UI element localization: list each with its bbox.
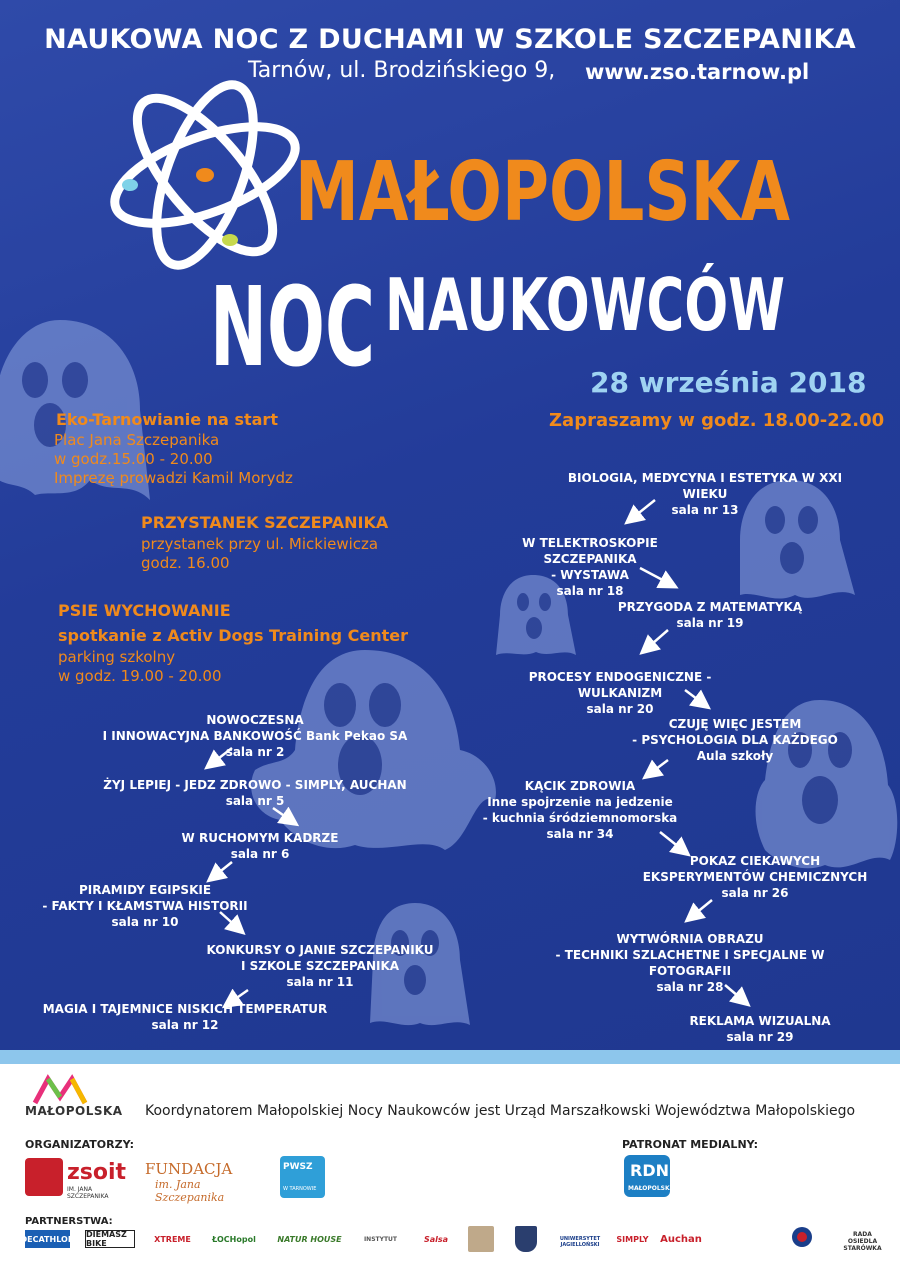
partner-logo: Salsa <box>423 1234 449 1244</box>
event-title: PRZYSTANEK SZCZEPANIKA <box>141 513 389 532</box>
arrow-icon <box>685 690 705 705</box>
rdn-radio-logo: RDN MAŁOPOLSKA <box>624 1155 670 1197</box>
arrow-icon <box>645 630 668 650</box>
partner-logo <box>715 1230 775 1248</box>
fundacja-logo: FUNDACJA im. Jana Szczepanika <box>145 1160 233 1204</box>
coordinator-text: Koordynatorem Małopolskiej Nocy Naukowców jest Urząd Marszałkowski Województwa Małopolskiego <box>145 1103 856 1119</box>
arrow-icon <box>630 500 655 520</box>
partner-logo: DECATHLON <box>25 1230 70 1248</box>
arrow-icon <box>690 900 712 918</box>
malopolska-logo-text: MAŁOPOLSKA <box>25 1104 123 1118</box>
partner-logo: SIMPLY <box>616 1234 649 1244</box>
activity-item: BIOLOGIA, MEDYCYNA I ESTETYKA W XXI WIEKU sala nr 13 <box>567 471 843 517</box>
activity-item: PRZYGODA Z MATEMATYKĄ sala nr 19 <box>617 600 803 630</box>
partner-logo: RADA OSIEDLA STARÓWKA <box>843 1230 882 1252</box>
poster-title: NAUKOWA NOC Z DUCHAMI W SZKOLE SZCZEPANIKA <box>44 24 856 55</box>
activity-item: W RUCHOMYM KADRZE sala nr 6 <box>181 831 339 861</box>
event-title: Eko-Tarnowianie na start <box>56 410 278 429</box>
event-detail: w godz.15.00 - 20.00 <box>54 450 213 468</box>
activity-item: NOWOCZESNA I INNOWACYJNA BANKOWOŚĆ Bank Pekao SA sala nr 2 <box>102 713 408 759</box>
activity-item: POKAZ CIEKAWYCH EKSPERYMENTÓW CHEMICZNYCH sala nr 26 <box>642 854 868 900</box>
activity-item: PIRAMIDY EGIPSKIE - FAKTY I KŁAMSTWA HISTORII sala nr 10 <box>42 883 248 929</box>
partner-shield <box>515 1226 537 1252</box>
event-detail: Imprezę prowadzi Kamil Morydz <box>54 469 293 487</box>
event-detail: godz. 16.00 <box>141 554 230 572</box>
arrow-icon <box>725 985 745 1002</box>
arrow-icon <box>210 748 232 765</box>
activity-item: ŻYJ LEPIEJ - JEDZ ZDROWO - SIMPLY, AUCHAN sala nr 5 <box>103 778 407 808</box>
event-date: 28 września 2018 <box>590 366 867 399</box>
organizers-label: ORGANIZATORZY: <box>25 1138 135 1151</box>
logo-word-noc: NOC <box>210 263 375 391</box>
malopolska-logo-icon <box>30 1075 90 1105</box>
partners-label: PARTNERSTWA: <box>25 1216 113 1227</box>
partner-emblem <box>468 1226 494 1252</box>
arrow-icon <box>660 832 685 852</box>
event-detail: parking szkolny <box>58 648 176 666</box>
arrow-icon <box>220 912 240 930</box>
arrow-icon <box>640 568 672 585</box>
logo-word-malopolska: MAŁOPOLSKA <box>295 145 791 240</box>
event-detail: w godz. 19.00 - 20.00 <box>58 667 222 685</box>
partner-logo <box>782 1222 822 1252</box>
activity-item: MAGIA I TAJEMNICE NISKICH TEMPERATUR sala nr 12 <box>42 1002 328 1032</box>
activity-item: PROCESY ENDOGENICZNE - WULKANIZM sala nr 20 <box>528 670 712 716</box>
event-title: PSIE WYCHOWANIE <box>58 601 231 620</box>
emblem-icon <box>791 1226 813 1248</box>
partner-logo: NATUR HOUSE <box>277 1234 342 1244</box>
pwsz-logo: PWSZ W TARNOWIE <box>280 1156 325 1198</box>
partner-logo: Auchan <box>660 1233 702 1245</box>
activity-item: KONKURSY O JANIE SZCZEPANIKU I SZKOLE SZCZEPANIKA sala nr 11 <box>206 943 434 989</box>
activity-item: REKLAMA WIZUALNA sala nr 29 <box>689 1014 831 1044</box>
partner-logo: DIEMASZ BIKE <box>85 1230 135 1248</box>
partner-logo: ŁOCHopol <box>212 1234 256 1244</box>
website-link[interactable]: www.zso.tarnow.pl <box>585 60 810 84</box>
arrow-icon <box>228 990 248 1004</box>
arrow-icon <box>212 862 232 878</box>
event-detail: Plac Jana Szczepanika <box>54 431 220 449</box>
arrow-icon <box>273 808 293 822</box>
arrow-icon <box>648 760 668 775</box>
event-subtitle: spotkanie z Activ Dogs Training Center <box>58 626 409 645</box>
partner-logo: UNIWERSYTET JAGIELLOŃSKI <box>559 1236 601 1248</box>
partner-logo: XTREME <box>154 1234 191 1244</box>
activity-item: W TELEKTROSKOPIE SZCZEPANIKA - WYSTAWA sala nr 18 <box>522 536 658 598</box>
zsoit-logo: zsoit IM. JANA SZCZEPANIKA <box>25 1158 130 1196</box>
patronage-label: PATRONAT MEDIALNY: <box>622 1138 759 1151</box>
partner-logo: INSTYTUT <box>363 1235 398 1243</box>
address: Tarnów, ul. Brodzińskiego 9, <box>248 58 556 83</box>
activity-item: WYTWÓRNIA OBRAZU - TECHNIKI SZLACHETNE I SPECJALNE W FOTOGRAFII sala nr 28 <box>555 932 825 994</box>
activity-item: CZUJĘ WIĘC JESTEM - PSYCHOLOGIA DLA KAŻDEGO Aula szkoły <box>632 717 838 763</box>
activity-item: KĄCIK ZDROWIA Inne spojrzenie na jedzenie - kuchnia śródziemnomorska sala nr 34 <box>482 779 678 841</box>
event-detail: przystanek przy ul. Mickiewicza <box>141 535 379 553</box>
logo-word-naukowcow: NAUKOWCÓW <box>385 263 785 347</box>
event-hours: Zapraszamy w godz. 18.00-22.00 <box>549 410 885 431</box>
divider-strip <box>0 1050 900 1064</box>
